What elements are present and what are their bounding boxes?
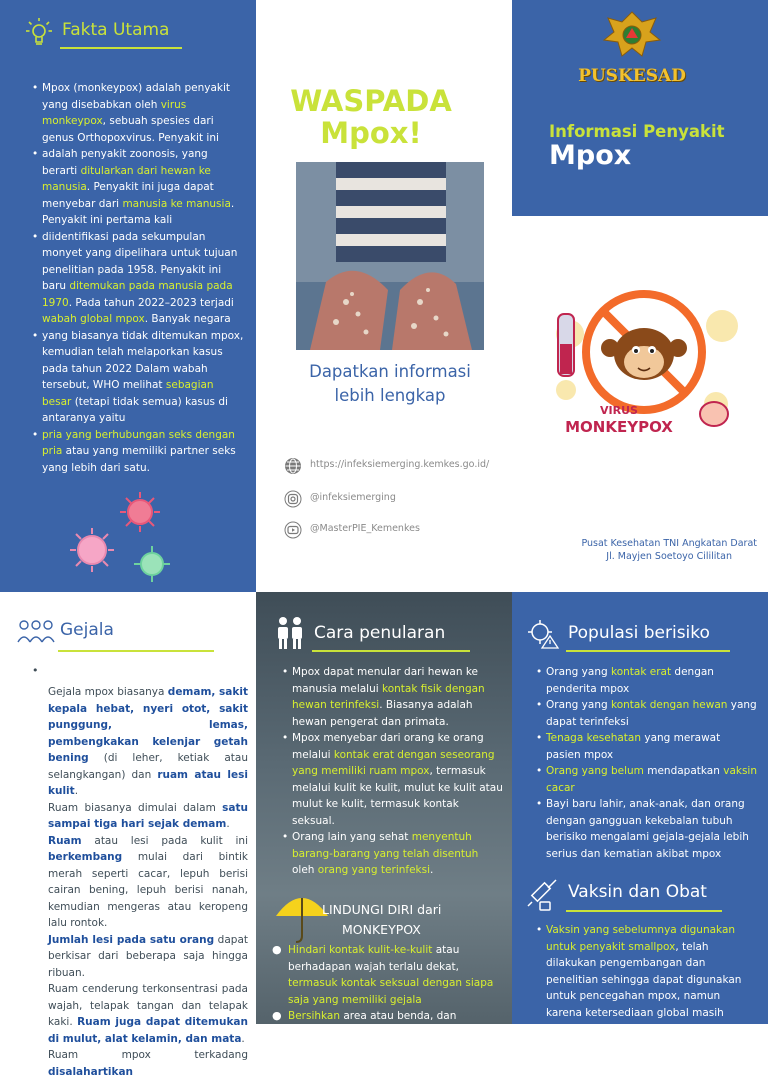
body-text: atau lesi pada kulit ini xyxy=(81,834,248,847)
fakta-title: Fakta Utama xyxy=(62,20,170,40)
highlight-text: ditemukan pada manusia pada 1970 xyxy=(42,280,233,309)
info-line-2: lebih lengkap xyxy=(334,386,446,405)
logo-text: PUSKESAD xyxy=(578,66,686,86)
highlight-text: kontak dengan hewan xyxy=(610,699,728,711)
populasi-title-underline xyxy=(566,650,730,652)
body-text: Orang yang xyxy=(546,666,611,678)
lightbulb-icon xyxy=(26,16,52,50)
highlight-text: wabah global mpox xyxy=(42,313,145,325)
body-text: mendapatkan xyxy=(643,765,724,777)
highlight-text: kontak erat dengan seseorang yang memiliki ruam mpox xyxy=(292,748,495,777)
highlight-text: Tenaga kesehatan xyxy=(546,732,642,744)
body-text: atau yang memiliki partner seks yang lebih dari satu. xyxy=(42,445,236,474)
panel-cover xyxy=(256,0,512,592)
protect-title-2: MONKEYPOX xyxy=(342,922,421,937)
highlight-text: Hindari kontak kulit-ke-kulit xyxy=(288,944,433,956)
body-text: Orang lain yang sehat xyxy=(292,831,412,843)
info-line-1: Dapatkan informasi xyxy=(309,362,471,381)
body-text: (tetapi tidak semua) kasus di antaranya yaitu xyxy=(42,395,228,424)
syringe-icon xyxy=(526,876,560,912)
highlight-text: manusia ke manusia xyxy=(122,197,231,210)
panel-gejala-content xyxy=(0,592,256,1078)
protect-item xyxy=(272,1008,504,1025)
highlight-text: termasuk kontak seksual dengan siapa saja yang memiliki gejala xyxy=(288,977,494,1006)
symptoms-icon xyxy=(16,618,56,650)
highlight-text: satu sampai tiga hari sejak demam xyxy=(48,801,248,830)
highlight-text: orang yang terinfeksi xyxy=(317,864,431,876)
body-text: , sebuah spesies dari genus Orthopoxvirus. Penyakit ini xyxy=(42,115,219,144)
fakta-item xyxy=(32,80,244,146)
body-text: . xyxy=(74,785,79,797)
highlight-text: demam, sakit kepala hebat, nyeri otot, sakit punggung, lemas, pembengkakan kelenjar getah bening xyxy=(48,686,248,764)
gejala-paragraph xyxy=(48,932,248,982)
protect-list xyxy=(272,942,504,1025)
gejala-paragraph xyxy=(48,981,248,1047)
body-text: . Biasanya adalah hewan pengerat dan primata. xyxy=(292,699,473,728)
highlight-text: kontak fisik dengan hewan terinfeksi xyxy=(292,682,485,711)
gejala-paragraph xyxy=(48,684,248,800)
fakta-item xyxy=(32,229,244,328)
body-text: dengan penderita mpox xyxy=(546,666,714,695)
body-text: , termasuk melalui kulit ke kulit, mulut ke kulit atau mulut ke kulit, termasuk kontak seksual. xyxy=(292,765,503,827)
monkeypox-label: MONKEYPOX xyxy=(565,418,673,436)
highlight-text: vaksin cacar xyxy=(546,765,758,794)
highlight-text: ditularkan dari hewan ke manusia xyxy=(42,164,211,193)
front-footer-2: Jl. Mayjen Soetoyo Cililitan xyxy=(606,551,732,562)
headline-waspada: WASPADA xyxy=(290,84,452,118)
highlight-text: virus monkeypox xyxy=(42,98,187,127)
highlight-text: Ruam xyxy=(48,834,82,847)
body-text: adalah penyakit zoonosis, yang berarti xyxy=(42,148,208,177)
penularan-item xyxy=(282,730,504,829)
body-text: . xyxy=(226,818,230,830)
body-text: atau berhadapan wajah terlalu dekat, xyxy=(288,944,460,973)
populasi-item xyxy=(536,796,758,862)
youtube-icon xyxy=(284,521,302,539)
headline-mpox: Mpox! xyxy=(320,116,422,150)
virus-label: VIRUS xyxy=(600,404,638,417)
puskesad-emblem-icon xyxy=(602,8,662,62)
populasi-item xyxy=(536,664,758,697)
protect-title-1: LINDUNGI DIRI dari xyxy=(322,902,442,917)
body-text: Gejala mpox biasanya xyxy=(48,686,168,698)
body-text: dapat berkisar dari beberapa saja hingga ribuan. xyxy=(48,933,248,979)
gejala-paragraph xyxy=(48,1047,248,1080)
vaksin-item xyxy=(536,922,758,1038)
link-website-text: https://infeksiemerging.kemkes.go.id/ xyxy=(310,459,490,470)
body-text: yang dapat terinfeksi xyxy=(546,699,757,728)
gejala-paragraph xyxy=(48,800,248,833)
populasi-item xyxy=(536,763,758,796)
body-text: mulai dari bintik merah seperti cacar, lepuh berisi cairan bening, lepuh berisi nanah, kemudian mengeras atau keropeng lalu rontok. xyxy=(48,851,248,929)
virus-decoration-icon xyxy=(64,482,194,592)
penularan-title-underline xyxy=(312,650,470,652)
body-text: yang biasanya tidak ditemukan mpox, kemudian telah melaporkan kasus pada tahun 2022 Dalam wabah tersebut, WHO melihat xyxy=(42,329,244,391)
fakta-title-underline xyxy=(60,47,182,49)
body-text: . Pada tahun 2022–2023 terjadi xyxy=(68,296,234,309)
front-title: Mpox xyxy=(549,140,632,171)
virus-warning-icon xyxy=(526,618,560,650)
body-text: , telah dilakukan pengembangan dan penelitian sehingga dapat digunakan untuk pencegahan mpox, namun karena ketersediaan global masih terbatas, vaksinasi direkomendasikan xyxy=(546,940,745,1035)
populasi-item xyxy=(536,730,758,763)
panel-front xyxy=(512,0,768,592)
body-text: Mpox menyebar dari orang ke orang melalui xyxy=(292,732,484,761)
highlight-text: kontak erat xyxy=(610,666,672,678)
people-icon xyxy=(274,616,306,650)
body-text: Ruam biasanya dimulai dalam xyxy=(48,801,223,814)
fakta-item xyxy=(32,146,244,229)
link-instagram[interactable] xyxy=(284,490,508,510)
fakta-list xyxy=(32,80,244,476)
body-text: Mpox dapat menular dari hewan ke manusia melalui xyxy=(292,666,479,695)
gejala-body xyxy=(48,684,248,1080)
hands-rash-photo xyxy=(296,162,484,350)
penularan-title: Cara penularan xyxy=(314,623,446,643)
body-text: Bayi baru lahir, anak-anak, dan orang dengan gangguan kekebalan tubuh berisiko mengalami gejala-gejala lebih serius dan kematian akibat mpox xyxy=(546,798,749,860)
fakta-item xyxy=(32,427,244,477)
link-youtube[interactable] xyxy=(284,521,508,541)
vaksin-title-underline xyxy=(566,910,722,912)
panel-fakta-utama xyxy=(0,0,256,592)
highlight-text: disalahartikan xyxy=(48,1065,134,1078)
globe-icon xyxy=(284,457,302,475)
panel-populasi xyxy=(512,592,768,1035)
body-text: Mpox (monkeypox) adalah penyakit yang disebabkan oleh xyxy=(42,82,230,111)
highlight-text: berkembang xyxy=(48,851,123,863)
highlight-text: Bersihkan xyxy=(288,1010,341,1022)
gejala-paragraph xyxy=(48,833,248,932)
body-text: yang merawat pasien mpox xyxy=(546,732,721,761)
body-text: . Banyak negara xyxy=(144,313,231,325)
front-footer-1: Pusat Kesehatan TNI Angkatan Darat xyxy=(581,538,757,549)
link-instagram-text: @infeksiemerging xyxy=(310,492,396,503)
panel-penularan xyxy=(256,592,512,1024)
penularan-item xyxy=(282,829,504,879)
highlight-text: Orang yang belum xyxy=(546,765,644,777)
protect-item xyxy=(272,942,504,1008)
body-text: oleh xyxy=(292,864,318,876)
highlight-text: Vaksin yang sebelumnya digunakan untuk penyakit smallpox xyxy=(546,924,736,953)
front-subtitle: Informasi Penyakit xyxy=(549,122,725,141)
link-youtube-text: @MasterPIE_Kemenkes xyxy=(310,523,420,534)
populasi-item xyxy=(536,697,758,730)
vaksin-list xyxy=(536,922,758,1038)
body-text: (di leher, ketiak atau selangkangan) dan xyxy=(48,752,248,781)
body-text: Ruam mpox terkadang xyxy=(48,1049,248,1061)
highlight-text: Jumlah lesi pada satu orang xyxy=(48,933,215,946)
body-text: area atau benda, dan xyxy=(340,1010,457,1022)
highlight-text: sebagian besar xyxy=(42,379,214,408)
body-text: Orang yang xyxy=(546,699,611,711)
highlight-text: menyentuh barang-barang yang telah disentuh xyxy=(292,831,479,860)
highlight-text: Ruam juga dapat ditemukan di mulut, alat kelamin, dan mata xyxy=(48,1016,248,1045)
penularan-list xyxy=(282,664,504,879)
fakta-item xyxy=(32,328,244,427)
link-website[interactable] xyxy=(284,457,508,477)
body-text: . Penyakit ini juga dapat menyebar dari xyxy=(42,181,214,210)
body-text: diidentifikasi pada sekumpulan monyet yang dipelihara untuk tujuan penelitian pada 1958. Penyakit ini baru xyxy=(42,230,238,292)
body-text: Ruam cenderung terkonsentrasi pada wajah, telapak tangan dan telapak kaki. xyxy=(48,983,248,1028)
body-text: . xyxy=(430,864,434,876)
penularan-item xyxy=(282,664,504,730)
gejala-title: Gejala xyxy=(60,620,114,640)
highlight-text: ruam atau lesi kulit xyxy=(48,768,248,797)
populasi-title: Populasi berisiko xyxy=(568,623,710,643)
body-text: . Penyakit ini pertama kali xyxy=(42,197,235,226)
highlight-text: pria yang berhubungan seks dengan pria xyxy=(42,428,235,457)
instagram-icon xyxy=(284,490,302,508)
gejala-bullet: • xyxy=(32,664,39,677)
body-text: . xyxy=(241,1032,245,1045)
gejala-title-underline xyxy=(58,650,214,652)
vaksin-title: Vaksin dan Obat xyxy=(568,882,707,902)
populasi-list xyxy=(536,664,758,862)
